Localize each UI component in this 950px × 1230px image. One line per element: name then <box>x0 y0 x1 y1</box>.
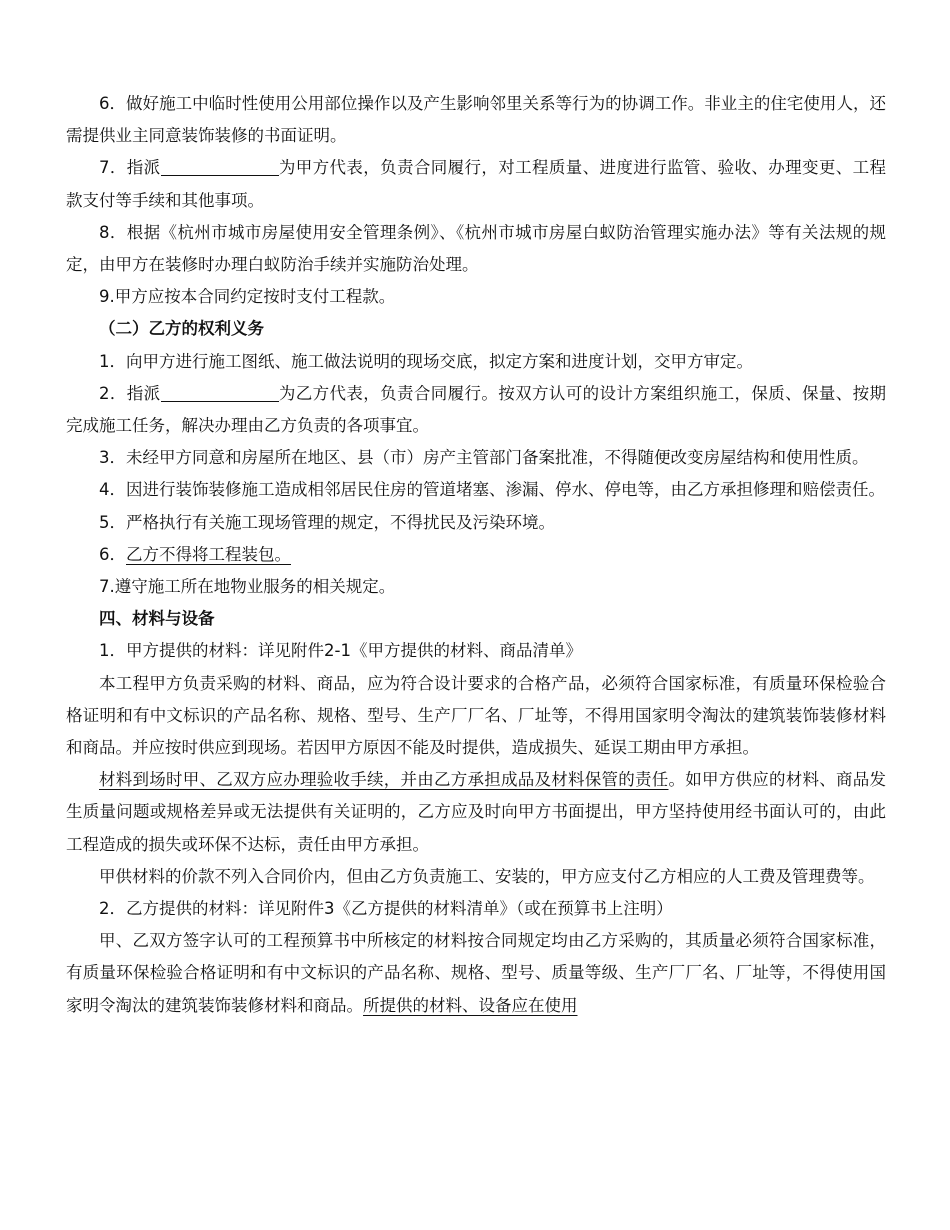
underlined-text: 乙方不得将工程装包。 <box>126 544 291 564</box>
paragraph-text: 8．根据《杭州市城市房屋使用安全管理条例》、《杭州市城市房屋白蚁防治管理实施办法》等有关法规的规定，由甲方在装修时办理白蚁防治手续并实施防治处理。 <box>66 222 886 275</box>
clause-8-termite <box>66 217 886 281</box>
section-heading-materials <box>66 603 886 635</box>
paragraph-text: 2．乙方提供的材料：详见附件3《乙方提供的材料清单》（或在预算书上注明） <box>99 899 673 919</box>
heading-text: 四、材料与设备 <box>99 609 215 629</box>
fill-in-blank[interactable] <box>161 157 279 176</box>
clause-b5 <box>66 507 886 539</box>
paragraph-text: 为甲方代表，负责合同履行，对工程质量、进度进行监管、验收、办理变更、工程款支付等手续和其他事项。 <box>66 158 886 210</box>
paragraph-text: 1．甲方提供的材料：详见附件2-1《甲方提供的材料、商品清单》 <box>99 641 582 661</box>
paragraph-text: 4．因进行装饰装修施工造成相邻居民住房的管道堵塞、渗漏、停水、停电等，由乙方承担修理和赔偿责任。 <box>99 480 885 500</box>
paragraph-text: 5．严格执行有关施工现场管理的规定，不得扰民及污染环境。 <box>99 512 555 532</box>
paragraph-text: 6． <box>99 544 126 564</box>
underlined-text: 所提供的材料、设备应在使用 <box>363 995 578 1015</box>
clause-6-coordination <box>66 88 886 152</box>
paragraph-text: 为乙方代表，负责合同履行。按双方认可的设计方案组织施工，保质、保量、按期完成施工任务，解决办理由乙方负责的各项事宜。 <box>66 383 886 436</box>
clause-m1-detail <box>66 668 886 765</box>
clause-m1 <box>66 635 886 667</box>
paragraph-text: 。如甲方供应的材料、商品发生质量问题或规格差异或无法提供有关证明的，乙方应及时向甲方书面提出，甲方坚持使用经书面认可的，由此工程造成的损失或环保不达标，责任由甲方承担。 <box>66 770 886 854</box>
paragraph-text: 甲供材料的价款不列入合同价内，但由乙方负责施工、安装的，甲方应支付乙方相应的人工费及管理费等。 <box>99 866 875 886</box>
paragraph-text: 9.甲方应按本合同约定按时支付工程款。 <box>99 287 396 307</box>
paragraph-text: 3．未经甲方同意和房屋所在地区、县（市）房产主管部门备案批准，不得随便改变房屋结构和使用性质。 <box>99 448 869 468</box>
clause-b1 <box>66 346 886 378</box>
clause-7-party-a-rep <box>66 152 886 216</box>
heading-text: （二）乙方的权利义务 <box>99 319 264 339</box>
fill-in-blank[interactable] <box>161 383 279 402</box>
paragraph-text: 2．指派 <box>99 383 161 403</box>
clause-b6 <box>66 539 886 571</box>
clause-b3 <box>66 442 886 474</box>
section-heading-party-b <box>66 313 886 345</box>
clause-b7 <box>66 571 886 603</box>
document-page <box>66 88 886 1022</box>
clause-m1-price <box>66 861 886 893</box>
clause-m1-acceptance <box>66 764 886 861</box>
clause-9-payment <box>66 281 886 313</box>
clause-b2-party-b-rep <box>66 378 886 442</box>
paragraph-text: 1．向甲方进行施工图纸、施工做法说明的现场交底，拟定方案和进度计划，交甲方审定。 <box>99 351 753 371</box>
paragraph-text: 甲、乙双方签字认可的工程预算书中所核定的材料按合同规定均由乙方采购的，其质量必须符合国家标准，有质量环保检验合格证明和有中文标识的产品名称、规格、型号、质量等级、生产厂厂名、厂址等，不得使用国家明令淘汰的建筑装饰装修材料和商品。 <box>66 931 886 1015</box>
clause-m2-detail <box>66 925 886 1022</box>
clause-b4 <box>66 474 886 506</box>
paragraph-text: 6．做好施工中临时性使用公用部位操作以及产生影响邻里关系等行为的协调工作。非业主的住宅使用人，还需提供业主同意装饰装修的书面证明。 <box>66 94 886 146</box>
underlined-text: 材料到场时甲、乙双方应办理验收手续，并由乙方承担成品及材料保管的责任 <box>99 770 669 790</box>
paragraph-text: 7．指派 <box>99 158 161 178</box>
clause-m2 <box>66 893 886 925</box>
paragraph-text: 本工程甲方负责采购的材料、商品，应为符合设计要求的合格产品，必须符合国家标准，有质量环保检验合格证明和有中文标识的产品名称、规格、型号、生产厂厂名、厂址等，不得用国家明令淘汰的建筑装饰装修材料和商品。并应按时供应到现场。若因甲方原因不能及时提供，造成损失、延误工期由甲方承担。 <box>66 673 886 758</box>
paragraph-text: 7.遵守施工所在地物业服务的相关规定。 <box>99 577 396 597</box>
